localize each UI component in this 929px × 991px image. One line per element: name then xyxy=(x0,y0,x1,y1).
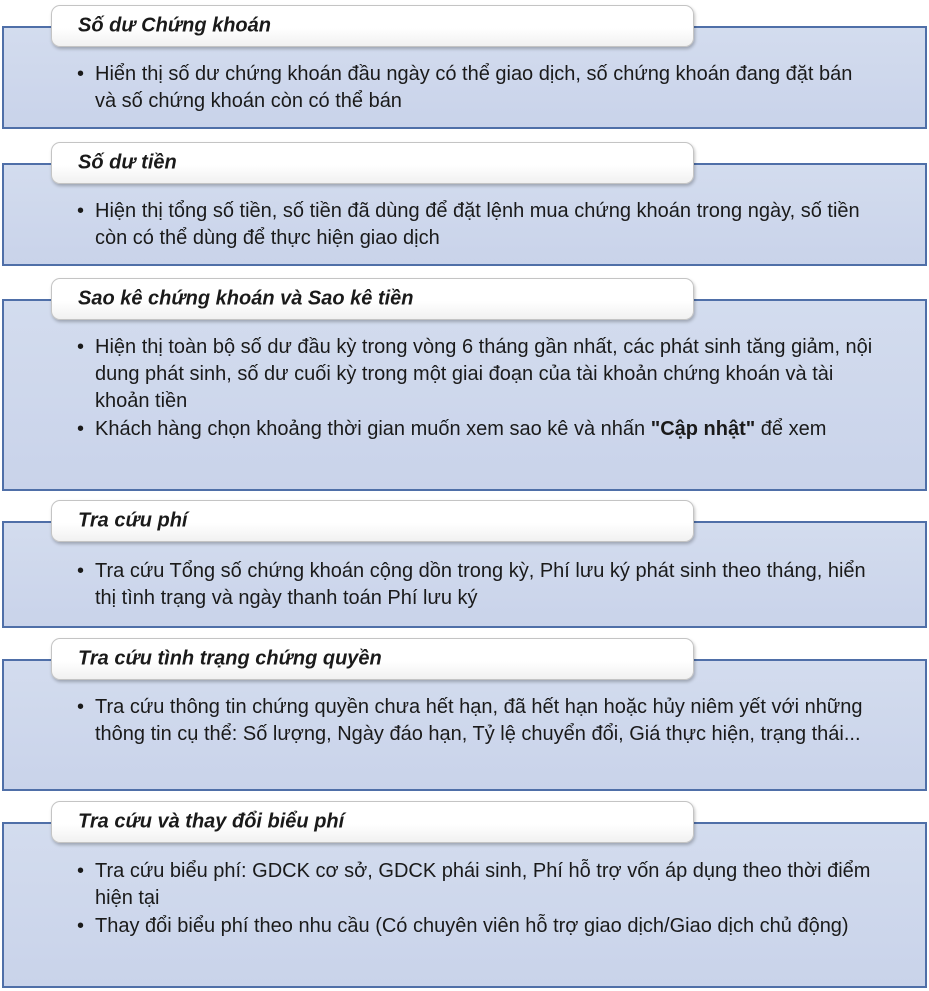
section-header xyxy=(51,801,694,843)
section-title: Tra cứu tình trạng chứng quyền xyxy=(78,647,382,670)
section-warrant-status xyxy=(0,638,929,791)
section-header xyxy=(51,500,694,542)
bullet-list xyxy=(77,558,879,613)
section-header xyxy=(51,142,694,184)
bullet-text: để xem xyxy=(755,418,827,440)
bullet-item: • Tra cứu thông tin chứng quyền chưa hết hạn, đã hết hạn hoặc hủy niêm yết với những thông tin cụ thể: Số lượng, Ngày đáo hạn, Tỷ lệ chuyển đổi, Giá thực hiện, trạng thái... xyxy=(77,694,879,748)
bullet-list xyxy=(77,858,879,941)
bullet-list xyxy=(77,334,879,444)
bullet-item: • Tra cứu biểu phí: GDCK cơ sở, GDCK phái sinh, Phí hỗ trợ vốn áp dụng theo thời điểm hiện tại xyxy=(77,858,879,912)
section-title: Số dư Chứng khoán xyxy=(78,14,271,37)
bullet-item: • Hiện thị tổng số tiền, số tiền đã dùng để đặt lệnh mua chứng khoán trong ngày, số tiền còn có thể dùng để thực hiện giao dịch xyxy=(77,198,879,252)
bullet-list xyxy=(77,198,879,253)
section-title: Tra cứu phí xyxy=(78,509,188,532)
section-header xyxy=(51,278,694,320)
section-fee-schedule xyxy=(0,801,929,988)
section-statements xyxy=(0,278,929,491)
bullet-list xyxy=(77,61,879,116)
bullet-text: Khách hàng chọn khoảng thời gian muốn xem sao kê và nhấn xyxy=(95,418,651,440)
section-header xyxy=(51,5,694,47)
bullet-item: • Tra cứu Tổng số chứng khoán cộng dồn trong kỳ, Phí lưu ký phát sinh theo tháng, hiển thị tình trạng và ngày thanh toán Phí lưu ký xyxy=(77,558,879,612)
bullet-list xyxy=(77,694,879,749)
bullet-item xyxy=(77,416,879,443)
section-header xyxy=(51,638,694,680)
section-fee-lookup xyxy=(0,500,929,628)
section-cash-balance xyxy=(0,142,929,266)
section-securities-balance xyxy=(0,5,929,129)
update-keyword: "Cập nhật" xyxy=(650,418,756,440)
section-title: Sao kê chứng khoán và Sao kê tiền xyxy=(78,287,414,310)
bullet-item: • Thay đổi biểu phí theo nhu cầu (Có chuyên viên hỗ trợ giao dịch/Giao dịch chủ động) xyxy=(77,913,879,940)
bullet-item: • Hiện thị toàn bộ số dư đầu kỳ trong vòng 6 tháng gần nhất, các phát sinh tăng giảm, nội dung phát sinh, số dư cuối kỳ trong một giai đoạn của tài khoản chứng khoán và tài khoản tiền xyxy=(77,334,879,415)
section-title: Tra cứu và thay đổi biểu phí xyxy=(78,810,345,833)
section-title: Số dư tiền xyxy=(78,151,177,174)
bullet-item: • Hiển thị số dư chứng khoán đầu ngày có thể giao dịch, số chứng khoán đang đặt bán và số chứng khoán còn có thể bán xyxy=(77,61,879,115)
